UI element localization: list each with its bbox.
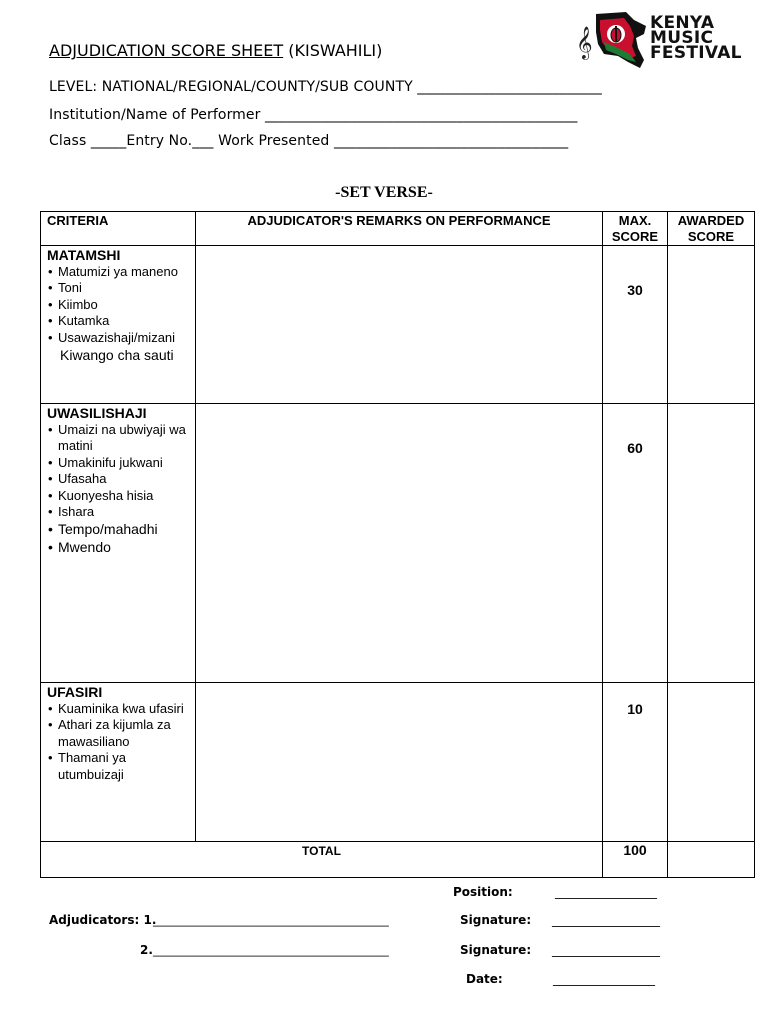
title-main: ADJUDICATION SCORE SHEET bbox=[49, 41, 284, 60]
logo-text-festival: FESTIVAL bbox=[650, 43, 742, 63]
max-score-cell bbox=[603, 404, 668, 683]
table-row bbox=[41, 683, 755, 842]
svg-text:𝄞: 𝄞 bbox=[576, 26, 593, 59]
adjudicator-1-field[interactable]: _________________________________________ bbox=[153, 913, 389, 927]
adjudicators-label: Adjudicators: 1. bbox=[49, 913, 157, 927]
list-item: • Ishara bbox=[48, 504, 195, 520]
header-awarded-line2: SCORE bbox=[687, 229, 735, 244]
class-entry-work-field[interactable]: Class _____Entry No.___ Work Presented _________________________________ bbox=[49, 133, 569, 149]
list-item: • Thamani ya utumbuizaji bbox=[48, 750, 195, 783]
total-awarded-cell[interactable] bbox=[668, 842, 755, 878]
list-item: • Athari za kijumla za mawasiliano bbox=[48, 717, 195, 750]
header-max-line1: MAX. bbox=[618, 213, 652, 228]
adjudicator-2-field[interactable]: _________________________________________ bbox=[153, 943, 389, 957]
signature-2-label: Signature: bbox=[460, 943, 532, 957]
title-language: (KISWAHILI) bbox=[283, 41, 383, 60]
max-score-value: 10 bbox=[627, 701, 643, 717]
criteria-list bbox=[41, 701, 195, 783]
awarded-score-cell[interactable] bbox=[668, 246, 755, 404]
table-row bbox=[41, 404, 755, 683]
criteria-cell-matamshi bbox=[41, 246, 196, 404]
criteria-list bbox=[41, 422, 195, 556]
signature-1-field[interactable]: __________________ bbox=[552, 913, 660, 927]
awarded-score-cell[interactable] bbox=[668, 404, 755, 683]
total-row bbox=[41, 842, 755, 878]
table-header-row bbox=[41, 212, 755, 246]
list-item: • Kutamka bbox=[48, 313, 195, 329]
header-criteria: CRITERIA bbox=[41, 212, 196, 246]
position-label: Position: bbox=[453, 885, 513, 899]
list-item: • Ufasaha bbox=[48, 471, 195, 487]
remarks-cell[interactable] bbox=[196, 404, 603, 683]
table-row bbox=[41, 246, 755, 404]
kenya-map-logo-icon bbox=[574, 8, 654, 70]
header-awarded-line1: AWARDED bbox=[677, 213, 745, 228]
awarded-score-cell[interactable] bbox=[668, 683, 755, 842]
max-score-cell bbox=[603, 683, 668, 842]
list-item: • Usawazishaji/mizani bbox=[48, 330, 195, 346]
total-max-score: 100 bbox=[623, 842, 647, 858]
remarks-cell[interactable] bbox=[196, 246, 603, 404]
header-awarded-score bbox=[668, 212, 755, 246]
signature-1-label: Signature: bbox=[460, 913, 532, 927]
criteria-title: UWASILISHAJI bbox=[47, 405, 147, 421]
max-score-cell bbox=[603, 246, 668, 404]
total-label-cell bbox=[41, 842, 603, 878]
max-score-value: 30 bbox=[627, 282, 643, 298]
adjudicator-2-label: 2. bbox=[140, 943, 153, 957]
criteria-list bbox=[41, 264, 195, 346]
list-item: • Kuaminika kwa ufasiri bbox=[48, 701, 195, 717]
criteria-title: UFASIRI bbox=[47, 684, 103, 700]
date-field[interactable]: _________________ bbox=[553, 972, 655, 986]
total-max-cell bbox=[603, 842, 668, 878]
list-item: • Toni bbox=[48, 280, 195, 296]
max-score-value: 60 bbox=[627, 440, 643, 456]
logo-text-kenya: KENYA bbox=[650, 13, 715, 33]
logo-text-music: MUSIC bbox=[650, 28, 714, 48]
list-item: • Matumizi ya maneno bbox=[48, 264, 195, 280]
score-table bbox=[40, 211, 755, 878]
header-max-line2: SCORE bbox=[611, 229, 659, 244]
list-item: • Mwendo bbox=[48, 538, 195, 556]
remarks-cell[interactable] bbox=[196, 683, 603, 842]
list-item: • Umaizi na ubwiyaji wa matini bbox=[48, 422, 195, 455]
kenya-music-festival-logo bbox=[574, 8, 754, 70]
list-item: • Umakinifu jukwani bbox=[48, 455, 195, 471]
header-remarks: ADJUDICATOR'S REMARKS ON PERFORMANCE bbox=[196, 212, 603, 246]
signature-2-field[interactable]: __________________ bbox=[552, 943, 660, 957]
list-item: • Tempo/mahadhi bbox=[48, 520, 195, 538]
position-field[interactable]: _________________ bbox=[555, 885, 657, 899]
date-label: Date: bbox=[466, 972, 503, 986]
total-label: TOTAL bbox=[302, 844, 341, 858]
list-item: • Kiimbo bbox=[48, 297, 195, 313]
list-item: • Kuonyesha hisia bbox=[48, 488, 195, 504]
section-title: -SET VERSE- bbox=[335, 184, 433, 201]
level-field[interactable]: LEVEL: NATIONAL/REGIONAL/COUNTY/SUB COUNTY __________________________ bbox=[49, 79, 602, 95]
page-title bbox=[49, 41, 382, 60]
criteria-title: MATAMSHI bbox=[47, 247, 121, 263]
criteria-cell-uwasilishaji bbox=[41, 404, 196, 683]
institution-field[interactable]: Institution/Name of Performer ____________________________________________ bbox=[49, 107, 578, 123]
criteria-extra-item: Kiwango cha sauti bbox=[60, 347, 174, 364]
criteria-cell-ufasiri bbox=[41, 683, 196, 842]
header-max-score bbox=[603, 212, 668, 246]
